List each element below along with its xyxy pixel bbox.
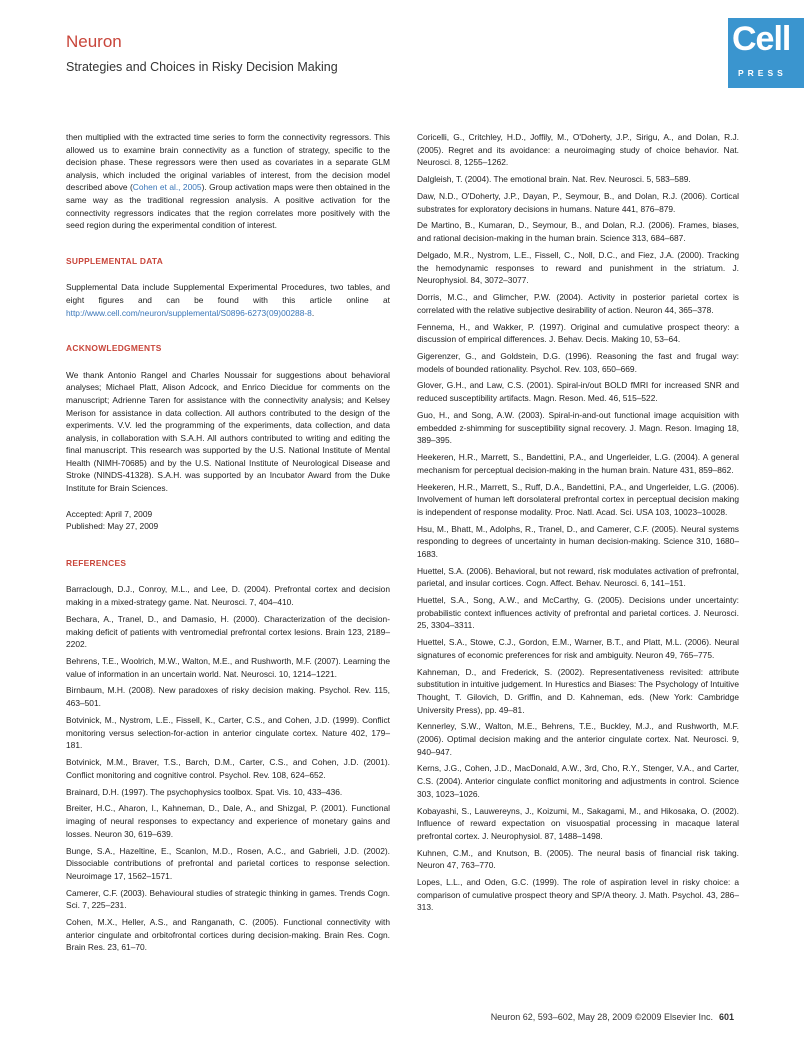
published-date: Published: May 27, 2009 <box>66 521 159 532</box>
reference-item: Daw, N.D., O'Doherty, J.P., Dayan, P., Seymour, B., and Dolan, R.J. (2006). Cortical substrates for exploratory decisions in humans. Nature 441, 876–879. <box>417 190 739 214</box>
reference-item: Bechara, A., Tranel, D., and Damasio, H. (2000). Characterization of the decision-making deficit of patients with ventromedial prefrontal cortex lesions. Brain 123, 2189–2202. <box>66 613 390 650</box>
methods-text-end: ). Group activation maps were then obtained in the same way as the traditional regression analysis. A positive activation for the connectivity regressors indicates that the region correlates more positively with the seed region during the experimental condition of interest. <box>66 182 391 231</box>
supplemental-paragraph <box>66 281 390 319</box>
reference-item: Huettel, S.A. (2006). Behavioral, but not reward, risk modulates activation of prefrontal, parietal, and insular cortices. Cogn. Affect. Behav. Neurosci. 6, 141–151. <box>417 565 739 589</box>
reference-item: Barraclough, D.J., Conroy, M.L., and Lee, D. (2004). Prefrontal cortex and decision making in a mixed-strategy game. Nat. Neurosci. 7, 404–410. <box>66 584 390 608</box>
running-title: Strategies and Choices in Risky Decision Making <box>66 60 338 74</box>
supplemental-heading: SUPPLEMENTAL DATA <box>66 255 164 266</box>
reference-item: Kobayashi, S., Lauwereyns, J., Koizumi, M., Sakagami, M., and Hikosaka, O. (2002). Influence of reward expectation on visuospatial processing in macaque lateral prefrontal cortex. J. Neurophysiol. 87, 1488–1498. <box>417 805 739 841</box>
reference-item: Dalgleish, T. (2004). The emotional brain. Nat. Rev. Neurosci. 5, 583–589. <box>417 174 691 185</box>
acknowledgments-paragraph: We thank Antonio Rangel and Charles Noussair for suggestions about behavioral analyses; Michael Platt, Alison Adcock, and Enrico Diecidue for comments on the manuscript; Adrienne Taren for assistance with the connectivity analysis; and Kelsey Merison for assistance in data collection. All authors contributed to the design of the experiments. V.V. led the programming of the experiments, data collection, and data analysis, in collaboration with S.A.H. All authors contributed to writing and editing the final manuscript. This research was supported by the U.S. National Institute of Mental Health (NIMH-70685) and by the U.S. National Institute of Neurological Disease and Stroke (NINDS-41328). S.A.H. was supported by an Incubator Award from the Duke Institute for Brain Sciences. <box>66 369 390 494</box>
reference-item: Huettel, S.A., Song, A.W., and McCarthy, G. (2005). Decisions under uncertainty: probabilistic context influences activity of prefrontal and parietal cortices. J. Neurosci. 25, 3304–3311. <box>417 595 739 631</box>
acknowledgments-heading: ACKNOWLEDGMENTS <box>66 343 162 354</box>
methods-paragraph <box>66 131 390 232</box>
reference-item: Cohen, M.X., Heller, A.S., and Ranganath, C. (2005). Functional connectivity with anterior cingulate and orbitofrontal cortices during decision-making. Brain Res. Cogn. Brain Res. 23, 61–70. <box>66 917 390 953</box>
page-number: 601 <box>718 1012 734 1022</box>
cell-press-logo <box>728 18 804 88</box>
references-list-right <box>417 131 739 914</box>
page-footer <box>491 1012 734 1022</box>
reference-item: Coricelli, G., Critchley, H.D., Joffily, M., O'Doherty, J.P., Sirigu, A., and Dolan, R.J. (2005). Regret and its avoidance: a neuroimaging study of choice behavior. Nat. Neurosci. 8, 1255–1262. <box>417 132 739 168</box>
reference-item: Botvinick, M.M., Braver, T.S., Barch, D.M., Carter, C.S., and Cohen, J.D. (2001). Conflict monitoring and cognitive control. Psychol. Rev. 108, 624–652. <box>66 757 390 780</box>
reference-item: Gigerenzer, G., and Goldstein, D.G. (1996). Reasoning the fast and frugal way: models of bounded rationality. Psychol. Rev. 103, 650–669. <box>417 350 739 374</box>
reference-item: De Martino, B., Kumaran, D., Seymour, B., and Dolan, R.J. (2006). Frames, biases, and rational decision-making in the human brain. Science 313, 684–687. <box>417 220 739 244</box>
reference-item: Bunge, S.A., Hazeltine, E., Scanlon, M.D., Rosen, A.C., and Gabrieli, J.D. (2002). Dissociable contributions of prefrontal and parietal cortices to response selection. Neuroimage 17, 1562–1571. <box>66 845 390 881</box>
reference-item: Heekeren, H.R., Marrett, S., Bandettini, P.A., and Ungerleider, L.G. (2004). A general mechanism for perceptual decision-making in the human brain. Nature 431, 859–862. <box>417 452 739 475</box>
reference-item: Kuhnen, C.M., and Knutson, B. (2005). The neural basis of financial risk taking. Neuron 47, 763–770. <box>417 847 739 871</box>
reference-item: Lopes, L.L., and Oden, G.C. (1999). The role of aspiration level in risky choice: a comparison of cumulative prospect theory and SP/A theory. J. Math. Psychol. 43, 286–313. <box>417 877 739 913</box>
reference-item: Camerer, C.F. (2003). Behavioural studies of strategic thinking in games. Trends Cogn. Sci. 7, 225–231. <box>66 887 390 911</box>
reference-item: Glover, G.H., and Law, C.S. (2001). Spiral-in/out BOLD fMRI for increased SNR and reduced susceptibility artifacts. Magn. Reson. Med. 46, 515–522. <box>417 380 739 404</box>
supplemental-text: Supplemental Data include Supplemental Experimental Procedures, two tables, and eight figures and can be found with this article online at <box>66 282 390 305</box>
reference-item: Birnbaum, M.H. (2008). New paradoxes of risky decision making. Psychol. Rev. 115, 463–501. <box>66 685 390 709</box>
supplemental-text-end: . <box>311 307 315 318</box>
right-column <box>417 131 739 918</box>
footer-citation: Neuron 62, 593–602, May 28, 2009 ©2009 Elsevier Inc. <box>490 1012 713 1022</box>
reference-item: Botvinick, M., Nystrom, L.E., Fissell, K., Carter, C.S., and Cohen, J.D. (1999). Conflict monitoring versus selection-for-action in anterior cingulate cortex. Nature 402, 179–181. <box>66 714 390 751</box>
reference-item: Delgado, M.R., Nystrom, L.E., Fissell, C., Noll, D.C., and Fiez, J.A. (2000). Tracking the hemodynamic responses to reward and punishment in the striatum. J. Neurophysiol. 84, 3072–3077. <box>417 249 739 286</box>
reference-item: Kahneman, D., and Frederick, S. (2002). Representativeness revisited: attribute substitution in intuitive judgement. In Hurestics and Biases: The Psychology of Intuitive Thought, T. Gilovich, D. Griffin, and D. Kahneman, eds. (New York: Cambridge University Press), pp. 49–81. <box>417 666 739 715</box>
reference-item: Brainard, D.H. (1997). The psychophysics toolbox. Spat. Vis. 10, 433–436. <box>66 786 343 797</box>
reference-item: Dorris, M.C., and Glimcher, P.W. (2004). Activity in posterior parietal cortex is correlated with the relative subjective desirability of action. Neuron 44, 365–378. <box>417 292 739 315</box>
reference-item: Fennema, H., and Wakker, P. (1997). Original and cumulative prospect theory: a discussion of empirical differences. J. Behav. Decis. Making 10, 53–64. <box>417 321 739 345</box>
accepted-date: Accepted: April 7, 2009 <box>66 508 153 519</box>
journal-name: Neuron <box>66 32 122 51</box>
reference-item: Behrens, T.E., Woolrich, M.W., Walton, M.E., and Rushworth, M.F. (2007). Learning the value of information in an uncertain world. Nat. Neurosci. 10, 1214–1221. <box>66 656 390 679</box>
reference-item: Kerns, J.G., Cohen, J.D., MacDonald, A.W., 3rd, Cho, R.Y., Stenger, V.A., and Carter, C.S. (2004). Anterior cingulate conflict monitoring and adjustments in control. Science 303, 1023–1026. <box>417 763 739 799</box>
references-list-left <box>66 583 390 953</box>
references-heading: REFERENCES <box>66 557 127 568</box>
reference-item: Hsu, M., Bhatt, M., Adolphs, R., Tranel, D., and Camerer, C.F. (2005). Neural systems responding to degrees of uncertainty in human decision-making. Science 310, 1680–1683. <box>417 523 739 559</box>
reference-item: Kennerley, S.W., Walton, M.E., Behrens, T.E., Buckley, M.J., and Rushworth, M.F. (2006). Optimal decision making and the anterior cingulate cortex. Nat. Neurosci. 9, 940–947. <box>417 721 739 757</box>
left-column <box>66 131 390 958</box>
supplemental-url-link[interactable]: http://www.cell.com/neuron/supplemental/S0896-6273(09)00288-8 <box>66 307 312 318</box>
reference-item: Huettel, S.A., Stowe, C.J., Gordon, E.M., Warner, B.T., and Platt, M.L. (2006). Neural signatures of economic preferences for risk and ambiguity. Neuron 49, 765–775. <box>417 637 739 660</box>
logo-press-text: PRESS <box>738 68 787 78</box>
reference-item: Guo, H., and Song, A.W. (2003). Spiral-in-and-out functional image acquisition with embedded z-shimming for susceptibility signal recovery. J. Magn. Reson. Imaging 18, 389–395. <box>417 409 739 446</box>
citation-link[interactable]: Cohen et al., 2005 <box>132 182 202 193</box>
methods-text-start: then multiplied with the extracted time series to form the connectivity regressors. This allowed us to examine brain connectivity as a function of strategy, specific to the decision phase. These regressors were then used as covariates in a separate GLM analysis, which included the original variables of interest, from the decision model described above ( <box>66 132 390 193</box>
logo-cell-text: Cell <box>732 20 791 58</box>
reference-item: Breiter, H.C., Aharon, I., Kahneman, D., Dale, A., and Shizgal, P. (2001). Functional imaging of neural responses to expectancy and experience of monetary gains and losses. Neuron 30, 619–639. <box>66 803 390 839</box>
reference-item: Heekeren, H.R., Marrett, S., Ruff, D.A., Bandettini, P.A., and Ungerleider, L.G. (2006). Involvement of human left dorsolateral prefrontal cortex in perceptual decision making is independent of response modality. Proc. Natl. Acad. Sci. USA 103, 10023–10028. <box>417 481 739 517</box>
